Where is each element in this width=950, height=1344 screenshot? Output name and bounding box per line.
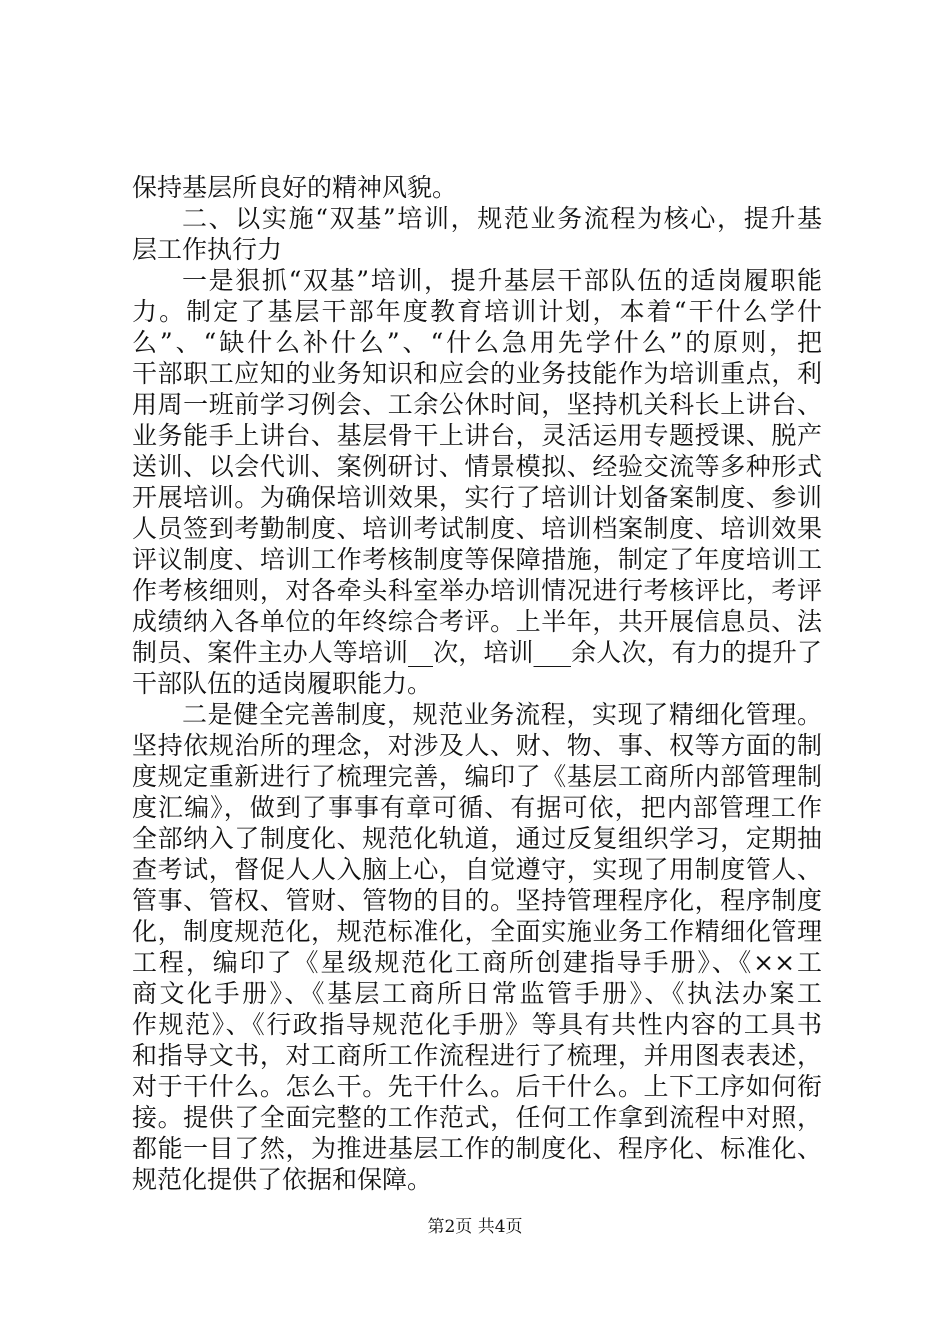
text-line: 化，制度规范化，规范标准化，全面实施业务工作精细化管理 xyxy=(132,917,822,946)
text-line: 么”、“缺什么补什么”、“什么急用先学什么”的原则，把 xyxy=(132,328,822,357)
text-line: 送训、以会代训、案例研讨、情景模拟、经验交流等多种形式 xyxy=(132,452,822,481)
text-line: 一是狠抓“双基”培训，提升基层干部队伍的适岗履职能 xyxy=(182,266,822,295)
page-footer: 第2页 共4页 xyxy=(427,1217,523,1237)
text-line: 管事、管权、管财、管物的目的。坚持管理程序化，程序制度 xyxy=(132,886,822,915)
text-line: 对于干什么。怎么干。先干什么。后干什么。上下工序如何衔 xyxy=(132,1072,822,1101)
text-line: 二、以实施“双基”培训，规范业务流程为核心，提升基 xyxy=(182,204,822,233)
text-line: 成绩纳入各单位的年终综合考评。上半年，共开展信息员、法 xyxy=(132,607,822,636)
text-line: 评议制度、培训工作考核制度等保障措施，制定了年度培训工 xyxy=(132,545,822,574)
text-line: 层工作执行力 xyxy=(132,235,283,264)
text-line: 作规范》、《行政指导规范化手册》等具有共性内容的工具书 xyxy=(132,1010,822,1039)
text-line: 全部纳入了制度化、规范化轨道，通过反复组织学习，定期抽 xyxy=(132,824,822,853)
text-line: 力。制定了基层干部年度教育培训计划，本着“干什么学什 xyxy=(132,297,822,326)
text-line: 规范化提供了依据和保障。 xyxy=(132,1165,433,1194)
text-line: 业务能手上讲台、基层骨干上讲台，灵活运用专题授课、脱产 xyxy=(132,421,822,450)
text-line: 度规定重新进行了梳理完善，编印了《基层工商所内部管理制 xyxy=(132,762,822,791)
text-line: 保持基层所良好的精神风貌。 xyxy=(132,173,458,202)
text-line: 干部职工应知的业务知识和应会的业务技能作为培训重点，利 xyxy=(132,359,822,388)
document-body xyxy=(132,172,822,1195)
text-line: 商文化手册》、《基层工商所日常监管手册》、《执法办案工 xyxy=(132,979,822,1008)
text-line: 制员、案件主办人等培训__次，培训___余人次，有力的提升了 xyxy=(132,638,822,667)
text-line: 用周一班前学习例会、工余公休时间，坚持机关科长上讲台、 xyxy=(132,390,822,419)
text-line: 工程，编印了《星级规范化工商所创建指导手册》、《××工 xyxy=(132,948,822,977)
text-line: 查考试，督促人人入脑上心，自觉遵守，实现了用制度管人、 xyxy=(132,855,822,884)
text-line: 干部队伍的适岗履职能力。 xyxy=(132,669,433,698)
text-line: 接。提供了全面完整的工作范式，任何工作拿到流程中对照， xyxy=(132,1103,822,1132)
text-line: 开展培训。为确保培训效果，实行了培训计划备案制度、参训 xyxy=(132,483,822,512)
text-line: 二是健全完善制度，规范业务流程，实现了精细化管理。 xyxy=(182,700,822,729)
text-line: 和指导文书，对工商所工作流程进行了梳理，并用图表表述， xyxy=(132,1041,822,1070)
text-line: 坚持依规治所的理念，对涉及人、财、物、事、权等方面的制 xyxy=(132,731,822,760)
text-line: 作考核细则，对各牵头科室举办培训情况进行考核评比，考评 xyxy=(132,576,822,605)
text-line: 都能一目了然，为推进基层工作的制度化、程序化、标准化、 xyxy=(132,1134,822,1163)
text-line: 度汇编》，做到了事事有章可循、有据可依，把内部管理工作 xyxy=(132,793,822,822)
text-line: 人员签到考勤制度、培训考试制度、培训档案制度、培训效果 xyxy=(132,514,822,543)
